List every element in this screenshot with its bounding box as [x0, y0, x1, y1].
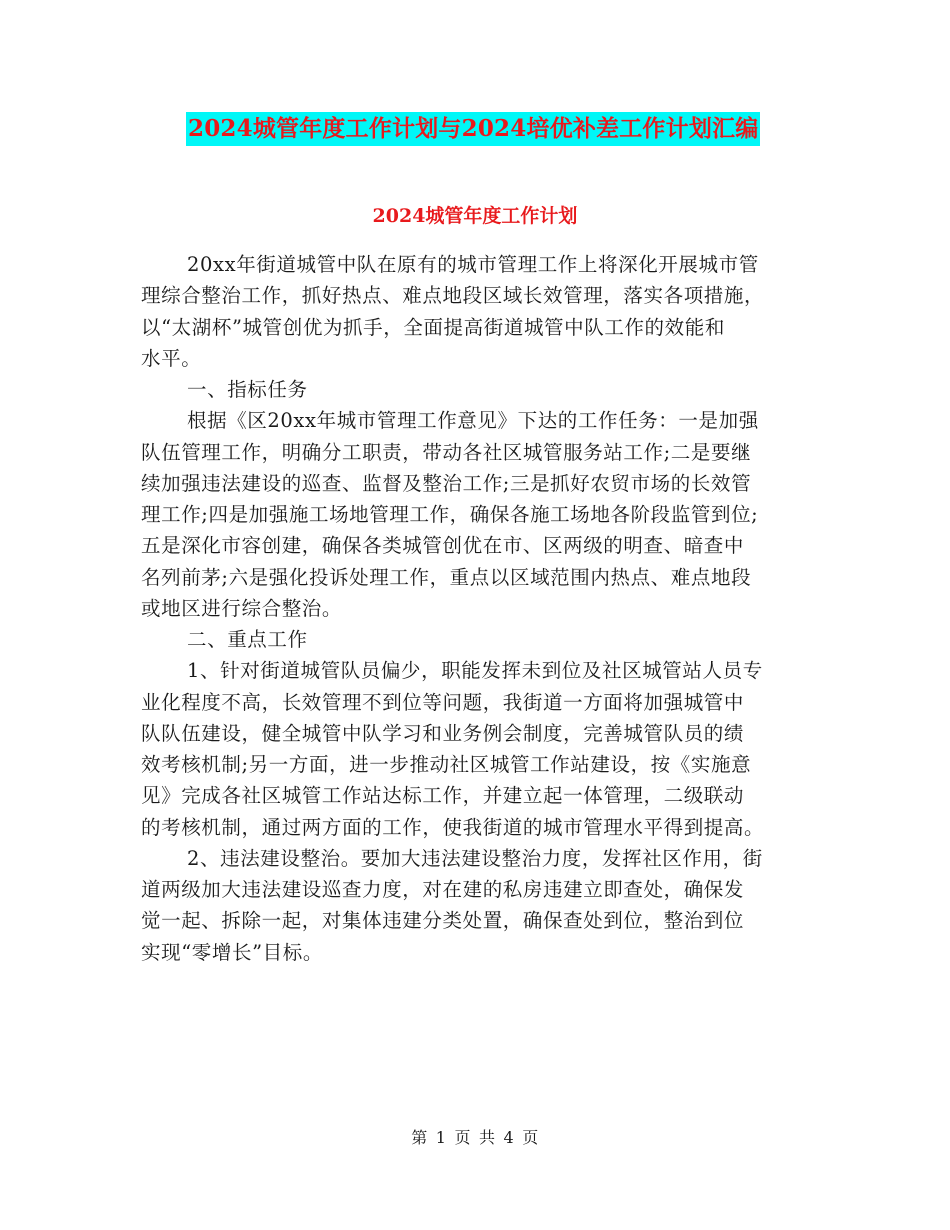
footer-total-word: 共: [479, 1128, 496, 1147]
current-page-number: 1: [435, 1128, 447, 1147]
text-line: 2、违法建设整治。要加大违法建设整治力度，发挥社区作用，街: [187, 846, 763, 870]
main-title: 2024城管年度工作计划与2024培优补差工作计划汇编: [186, 112, 760, 146]
page-footer: [0, 1126, 950, 1150]
text-line: 名列前茅;六是强化投诉处理工作，重点以区域范围内热点、难点地段: [141, 565, 752, 589]
text-line: 觉一起、拆除一起，对集体违建分类处置，确保查处到位，整治到位: [141, 909, 745, 933]
text-line: 一、指标任务: [187, 378, 308, 401]
text-line: 理工作;四是加强施工场地管理工作，确保各施工场地各阶段监管到位;: [141, 503, 759, 526]
text-line: 业化程度不高，长效管理不到位等问题，我街道一方面将加强城管中: [141, 690, 745, 714]
section-title: 2024城管年度工作计划: [372, 205, 578, 227]
text-line: 五是深化市容创建，确保各类城管创优在市、区两级的明查、暗查中: [141, 534, 745, 558]
footer-page-word: 页: [454, 1128, 471, 1147]
text-line: 1、针对街道城管队员偏少，职能发挥未到位及社区城管站人员专: [187, 659, 763, 683]
text-line: 实现“零增长”目标。: [141, 940, 323, 964]
text-line: 队伍管理工作，明确分工职责，带动各社区城管服务站工作;二是要继: [141, 440, 752, 464]
text-line: 二、重点工作: [187, 628, 308, 651]
text-line: 见》完成各社区城管工作站达标工作，并建立起一体管理，二级联动: [141, 784, 745, 808]
footer-prefix: 第: [411, 1128, 428, 1147]
text-line: 或地区进行综合整治。: [141, 596, 343, 620]
text-line: 理综合整治工作，抓好热点、难点地段区域长效管理，落实各项措施，: [141, 284, 765, 308]
body-text: [141, 249, 811, 968]
text-line: 效考核机制;另一方面，进一步推动社区城管工作站建设，按《实施意: [141, 753, 752, 776]
text-line: 根据《区20xx年城市管理工作意见》下达的工作任务：一是加强: [187, 409, 759, 433]
footer-suffix: 页: [522, 1128, 539, 1147]
text-line: 队队伍建设，健全城管中队学习和业务例会制度，完善城管队员的绩: [141, 721, 745, 745]
total-pages-number: 4: [503, 1128, 515, 1147]
text-line: 以“太湖杯”城管创优为抓手，全面提高街道城管中队工作的效能和: [141, 315, 725, 339]
text-line: 续加强违法建设的巡查、监督及整治工作;三是抓好农贸市场的长效管: [141, 471, 752, 495]
text-line: 水平。: [141, 346, 202, 370]
text-line: 20xx年街道城管中队在原有的城市管理工作上将深化开展城市管: [187, 253, 759, 276]
text-line: 道两级加大违法建设巡查力度，对在建的私房违建立即查处，确保发: [141, 878, 745, 901]
text-line: 的考核机制，通过两方面的工作，使我街道的城市管理水平得到提高。: [141, 815, 765, 839]
